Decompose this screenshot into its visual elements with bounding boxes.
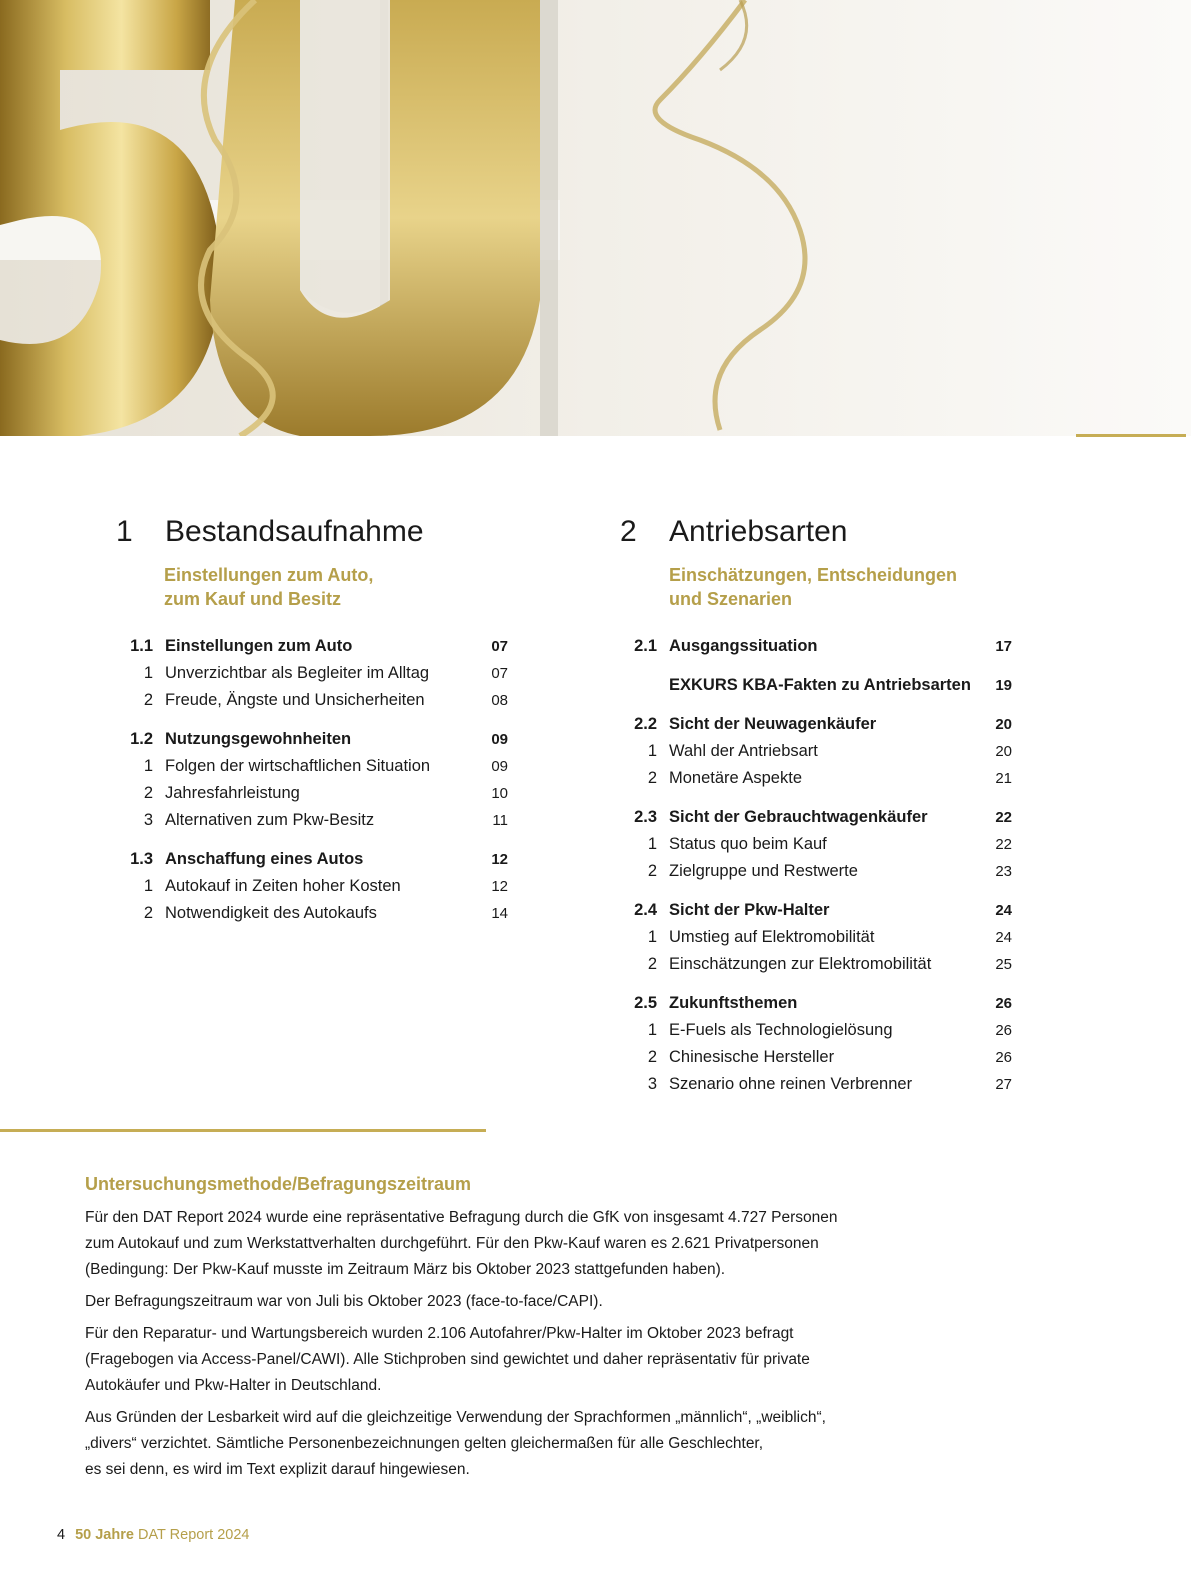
toc-number: 3 bbox=[647, 1075, 657, 1093]
toc-label: Status quo beim Kauf bbox=[669, 835, 827, 853]
toc-label: EXKURS KBA-Fakten zu Antriebsarten bbox=[669, 676, 971, 694]
toc-number: 1 bbox=[143, 757, 153, 775]
method-paragraph-4 bbox=[85, 1405, 885, 1483]
toc-page-number: 24 bbox=[995, 902, 1012, 919]
toc-subsection-row bbox=[128, 811, 508, 838]
toc-page-number: 20 bbox=[995, 743, 1012, 760]
toc-subsection-row bbox=[632, 862, 1012, 889]
chapter-1-subtitle-line2: zum Kauf und Besitz bbox=[164, 589, 342, 609]
toc-label: Alternativen zum Pkw-Besitz bbox=[165, 811, 375, 829]
toc-label: Zielgruppe und Restwerte bbox=[669, 862, 858, 880]
method-heading: Untersuchungsmethode/Befragungszeitraum bbox=[85, 1174, 472, 1194]
toc-number: 2 bbox=[143, 691, 153, 709]
method-line: Für den DAT Report 2024 wurde eine repräsentative Befragung durch die GfK von insgesamt 4.727 Personen bbox=[85, 1209, 838, 1226]
toc-page-number: 22 bbox=[995, 809, 1012, 826]
chapter-1-subtitle-line1: Einstellungen zum Auto, bbox=[164, 565, 374, 585]
toc-subsection-row bbox=[632, 769, 1012, 796]
toc-label: Autokauf in Zeiten hoher Kosten bbox=[165, 877, 401, 895]
toc-subsection-row bbox=[128, 757, 508, 784]
chapter-1-subtitle bbox=[164, 563, 504, 611]
toc-number: 2 bbox=[143, 904, 153, 922]
chapter-1-number: 1 bbox=[116, 515, 133, 548]
chapter-2-toc bbox=[632, 637, 1012, 1102]
page-number: 4 bbox=[57, 1527, 66, 1543]
method-line: zum Autokauf und zum Werkstattverhalten durchgeführt. Für den Pkw-Kauf waren es 2.621 Privatpersonen bbox=[85, 1235, 819, 1252]
toc-page-number: 12 bbox=[491, 878, 508, 895]
toc-label: Monetäre Aspekte bbox=[669, 769, 802, 787]
toc-number: 1.3 bbox=[130, 850, 153, 868]
chapter-2-subtitle bbox=[669, 563, 1009, 611]
toc-label: Jahresfahrleistung bbox=[165, 784, 300, 802]
toc-section-row bbox=[632, 994, 1012, 1021]
toc-page-number: 21 bbox=[995, 770, 1012, 787]
toc-number: 1 bbox=[143, 877, 153, 895]
method-line: (Fragebogen via Access-Panel/CAWI). Alle Stichproben sind gewichtet und daher repräsentativ für private bbox=[85, 1351, 810, 1368]
toc-subsection-row bbox=[128, 784, 508, 811]
method-paragraph-3 bbox=[85, 1321, 885, 1399]
toc-page-number: 23 bbox=[995, 863, 1012, 880]
toc-label: Zukunftsthemen bbox=[669, 994, 798, 1012]
toc-subsection-row bbox=[128, 664, 508, 691]
toc-number: 2.1 bbox=[634, 637, 657, 655]
toc-label: Sicht der Neuwagenkäufer bbox=[669, 715, 877, 733]
footer-brand-rest: DAT Report 2024 bbox=[133, 1527, 250, 1543]
toc-number: 1.2 bbox=[130, 730, 153, 748]
toc-label: Szenario ohne reinen Verbrenner bbox=[669, 1075, 913, 1093]
toc-label: Freude, Ängste und Unsicherheiten bbox=[165, 691, 425, 709]
toc-page-number: 19 bbox=[995, 677, 1012, 694]
toc-number: 2 bbox=[647, 769, 657, 787]
toc-section-row bbox=[128, 637, 508, 664]
toc-page-number: 17 bbox=[995, 638, 1012, 655]
chapter-2-subtitle-line2: und Szenarien bbox=[669, 589, 793, 609]
toc-page-number: 26 bbox=[995, 1022, 1012, 1039]
page-footer bbox=[57, 1527, 249, 1543]
toc-label: Anschaffung eines Autos bbox=[165, 850, 364, 868]
gold-balloons-graphic bbox=[0, 0, 1191, 436]
method-line: (Bedingung: Der Pkw-Kauf musste im Zeitraum März bis Oktober 2023 stattgefunden haben). bbox=[85, 1261, 726, 1278]
toc-label: Wahl der Antriebsart bbox=[669, 742, 818, 760]
toc-label: Umstieg auf Elektromobilität bbox=[669, 928, 875, 946]
toc-number: 2.2 bbox=[634, 715, 657, 733]
toc-number: 1 bbox=[647, 1021, 657, 1039]
method-line: „divers“ verzichtet. Sämtliche Personenbezeichnungen gelten gleichermaßen für alle Geschlechter, bbox=[85, 1435, 764, 1452]
toc-section-row bbox=[128, 730, 508, 757]
toc-subsection-row bbox=[128, 691, 508, 718]
toc-label: E-Fuels als Technologielösung bbox=[669, 1021, 893, 1039]
toc-page-number: 09 bbox=[491, 758, 508, 775]
toc-subsection-row bbox=[632, 742, 1012, 769]
toc-number: 1.1 bbox=[130, 637, 153, 655]
toc-label: Nutzungsgewohnheiten bbox=[165, 730, 352, 748]
toc-section-row bbox=[632, 808, 1012, 835]
toc-label: Chinesische Hersteller bbox=[669, 1048, 835, 1066]
hero-accent-rule bbox=[1076, 434, 1186, 437]
toc-section-row bbox=[632, 715, 1012, 742]
toc-number: 1 bbox=[647, 928, 657, 946]
method-line: Der Befragungszeitraum war von Juli bis Oktober 2023 (face-to-face/CAPI). bbox=[85, 1293, 603, 1310]
toc-label: Einstellungen zum Auto bbox=[165, 637, 353, 655]
toc-page-number: 07 bbox=[491, 638, 508, 655]
toc-number: 2 bbox=[647, 955, 657, 973]
method-line: es sei denn, es wird im Text explizit darauf hingewiesen. bbox=[85, 1461, 470, 1478]
toc-section-row bbox=[632, 637, 1012, 664]
toc-page-number: 25 bbox=[995, 956, 1012, 973]
toc-page-number: 10 bbox=[491, 785, 508, 802]
toc-page-number: 11 bbox=[492, 812, 508, 829]
method-line: Autokäufer und Pkw-Halter in Deutschland. bbox=[85, 1377, 382, 1394]
toc-section-row bbox=[632, 676, 1012, 703]
toc-label: Ausgangssituation bbox=[669, 637, 818, 655]
toc-subsection-row bbox=[128, 877, 508, 904]
toc-subsection-row bbox=[632, 955, 1012, 982]
toc-number: 2.4 bbox=[634, 901, 657, 919]
method-line: Für den Reparatur- und Wartungsbereich wurden 2.106 Autofahrer/Pkw-Halter im Oktober 2023 befragt bbox=[85, 1325, 794, 1342]
toc-page-number: 12 bbox=[491, 851, 508, 868]
toc-number: 2 bbox=[647, 1048, 657, 1066]
section-divider bbox=[0, 1129, 486, 1132]
chapter-2-number: 2 bbox=[620, 515, 637, 548]
toc-page-number: 27 bbox=[995, 1076, 1012, 1093]
toc-number: 1 bbox=[143, 664, 153, 682]
toc-number: 2 bbox=[143, 784, 153, 802]
footer-brand-bold: 50 Jahre bbox=[75, 1527, 134, 1543]
toc-number: 2.3 bbox=[634, 808, 657, 826]
toc-page-number: 20 bbox=[995, 716, 1012, 733]
toc-subsection-row bbox=[632, 1048, 1012, 1075]
toc-label: Einschätzungen zur Elektromobilität bbox=[669, 955, 932, 973]
toc-label: Unverzichtbar als Begleiter im Alltag bbox=[165, 664, 430, 682]
toc-page-number: 08 bbox=[491, 692, 508, 709]
chapter-1-toc bbox=[128, 637, 508, 931]
toc-number: 2.5 bbox=[634, 994, 657, 1012]
toc-page-number: 14 bbox=[491, 905, 508, 922]
toc-page-number: 07 bbox=[491, 665, 508, 682]
chapter-2-subtitle-line1: Einschätzungen, Entscheidungen bbox=[669, 565, 958, 585]
method-paragraph-2 bbox=[85, 1289, 885, 1315]
toc-page-number: 22 bbox=[995, 836, 1012, 853]
toc-page-number: 26 bbox=[995, 1049, 1012, 1066]
chapter-2-title: Antriebsarten bbox=[669, 515, 848, 548]
toc-label: Sicht der Pkw-Halter bbox=[669, 901, 830, 919]
method-paragraph-1 bbox=[85, 1205, 885, 1283]
method-text bbox=[85, 1205, 885, 1489]
toc-subsection-row bbox=[632, 1075, 1012, 1102]
method-line: Aus Gründen der Lesbarkeit wird auf die gleichzeitige Verwendung der Sprachformen „männlich“, „weiblich“, bbox=[85, 1409, 826, 1426]
toc-number: 2 bbox=[647, 862, 657, 880]
toc-subsection-row bbox=[632, 835, 1012, 862]
toc-number: 3 bbox=[143, 811, 153, 829]
toc-number: 1 bbox=[647, 742, 657, 760]
toc-subsection-row bbox=[128, 904, 508, 931]
toc-label: Sicht der Gebrauchtwagenkäufer bbox=[669, 808, 928, 826]
toc-subsection-row bbox=[632, 1021, 1012, 1048]
toc-page-number: 26 bbox=[995, 995, 1012, 1012]
toc-subsection-row bbox=[632, 928, 1012, 955]
toc-page-number: 24 bbox=[995, 929, 1012, 946]
toc-label: Notwendigkeit des Autokaufs bbox=[165, 904, 377, 922]
hero-image bbox=[0, 0, 1191, 436]
toc-section-row bbox=[128, 850, 508, 877]
chapter-1-title: Bestandsaufnahme bbox=[165, 515, 424, 548]
toc-section-row bbox=[632, 901, 1012, 928]
toc-label: Folgen der wirtschaftlichen Situation bbox=[165, 757, 431, 775]
toc-page-number: 09 bbox=[491, 731, 508, 748]
toc-number: 1 bbox=[647, 835, 657, 853]
